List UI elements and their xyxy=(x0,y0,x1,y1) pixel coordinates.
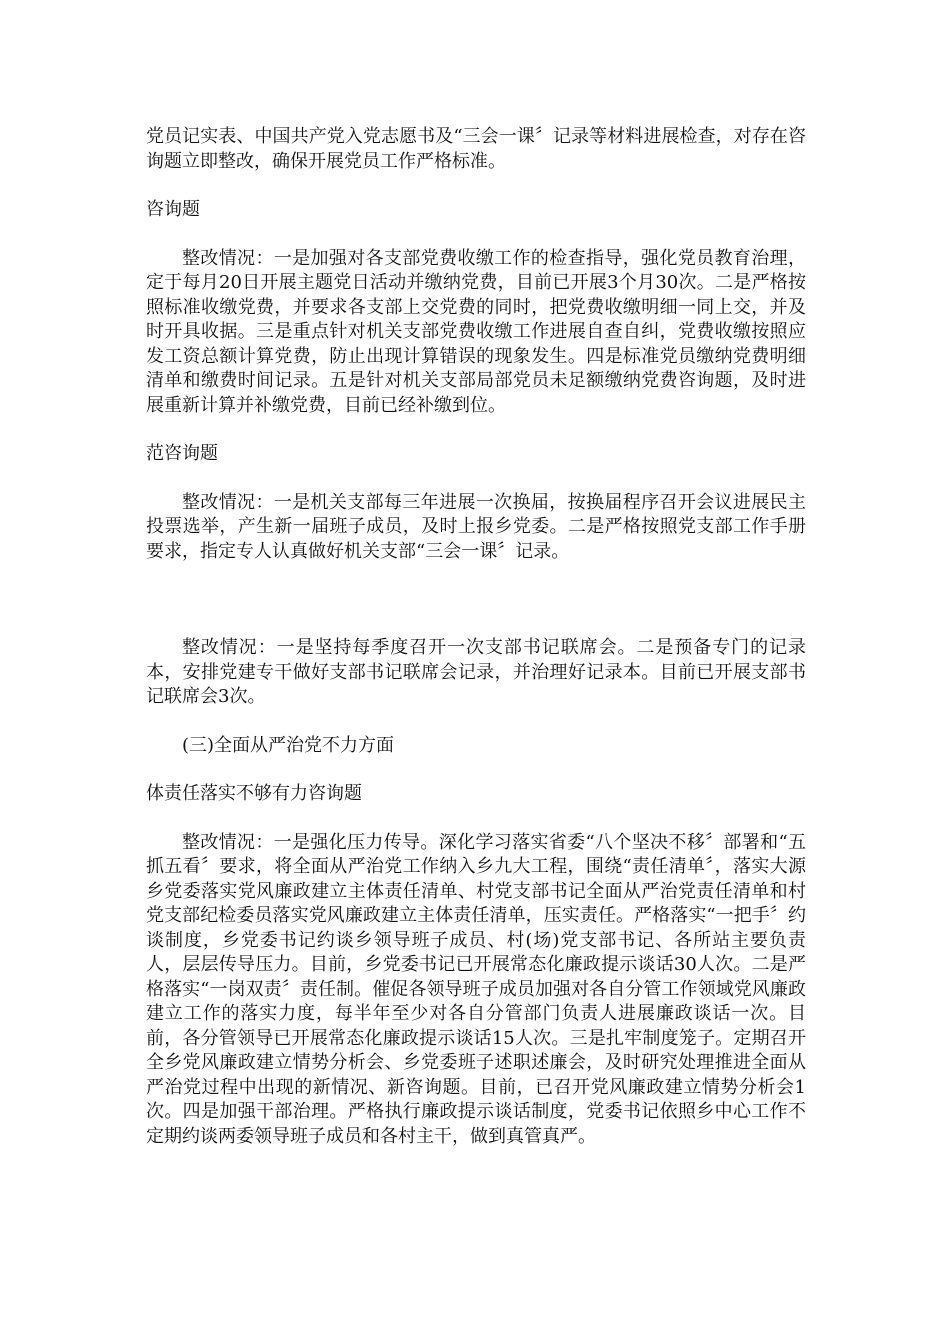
paragraph-joint-meeting-rectification: 整改情况：一是坚持每季度召开一次支部书记联席会。二是预备专门的记录本，安排党建专干做好支部书记联席会记录，并治理好记录本。目前已开展支部书记联席会3次。 xyxy=(146,637,806,707)
section-heading-strict-governance: (三)全面从严治党不力方面 xyxy=(182,734,395,756)
paragraph-party-member-records: 党员记实表、中国共产党入党志愿书及“三会一课〞记录等材料进展检查，对存在咨询题立即整改，确保开展党员工作严格标准。 xyxy=(146,126,806,172)
heading-standard-issue: 范咨询题 xyxy=(146,443,218,464)
paragraph-branch-election-rectification: 整改情况：一是机关支部每三年进展一次换届，按换届程序召开会议进展民主投票选举，产生新一届班子成员，及时上报乡党委。二是严格按照党支部工作手册要求，指定专人认真做好机关支部“三会一课〞记录。 xyxy=(146,491,806,562)
heading-responsibility-issue: 体责任落实不够有力咨询题 xyxy=(146,783,362,804)
heading-issue: 咨询题 xyxy=(146,199,200,220)
paragraph-party-dues-rectification: 整改情况：一是加强对各支部党费收缴工作的检查指导，强化党员教育治理，定于每月20日开展主题党日活动并缴纳党费，目前已开展3个月30次。二是严格按照标准收缴党费，并要求各支部上交党费的同时，把党费收缴明细一同上交，并及时开具收据。三是重点针对机关支部党费收缴工作进展自查自纠，党费收缴按照应发工资总额计算党费，防止出现计算错误的现象发生。四是标准党员缴纳党费明细清单和缴费时间记录。五是针对机关支部局部党员未足额缴纳党费咨询题，及时进展重新计算并补缴党费，目前已经补缴到位。 xyxy=(146,247,806,416)
document-body xyxy=(146,125,806,1173)
blank-gap xyxy=(146,588,806,636)
paragraph-responsibility-rectification: 整改情况：一是强化压力传导。深化学习落实省委“八个坚决不移〞部署和“五抓五看〞要求，将全面从严治党工作纳入乡九大工程，围绕“责任清单〞，落实大源乡党委落实党风廉政建立主体责任清单、村党支部书记全面从严治党责任清单和村党支部纪检委员落实党风廉政建立主体责任清单，压实责任。严格落实“一把手〞约谈制度，乡党委书记约谈乡领导班子成员、村(场)党支部书记、各所站主要负责人，层层传导压力。目前，乡党委书记已开展常态化廉政提示谈话30人次。二是严格落实“一岗双责〞责任制。催促各领导班子成员加强对各自分管工作领域党风廉政建立工作的落实力度，每半年至少对各自分管部门负责人进展廉政谈话一次。目前，各分管领导已开展常态化廉政提示谈话15人次。三是扎牢制度笼子。定期召开全乡党风廉政建立情势分析会、乡党委班子述职述廉会，及时研究处理推进全面从严治党过程中出现的新情况、新咨询题。目前，已召开党风廉政建立情势分析会1次。四是加强干部治理。严格执行廉政提示谈话制度，党委书记依照乡中心工作不定期约谈两委领导班子成员和各村主干，做到真管真严。 xyxy=(146,831,806,1147)
